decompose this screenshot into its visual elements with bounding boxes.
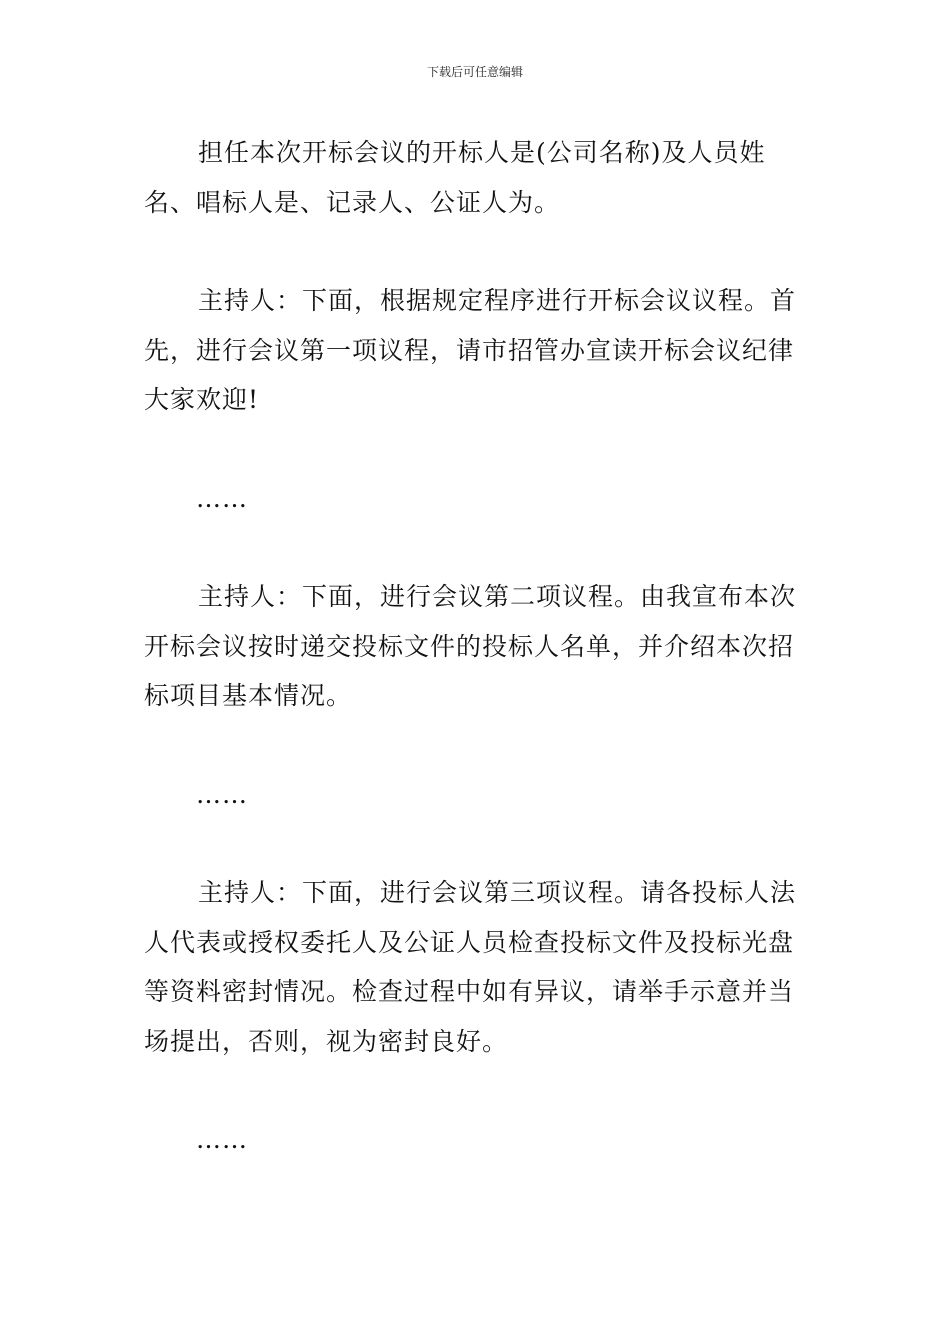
document-body (144, 128, 809, 1165)
paragraph-agenda-item-3: 主持人：下面，进行会议第三项议程。请各投标人法人代表或授权委托人及公证人员检查投标文件及投标光盘等资料密封情况。检查过程中如有异议，请举手示意并当场提出，否则，视为密封良好。 (144, 878, 797, 1056)
paragraph-agenda-item-1: 主持人：下面，根据规定程序进行开标会议议程。首先，进行会议第一项议程，请市招管办宣读开标会议纪律大家欢迎! (144, 286, 797, 414)
ellipsis-3: …… (196, 1125, 248, 1154)
paragraph-gap (144, 721, 809, 770)
header-note: 下载后可任意编辑 (426, 65, 523, 79)
paragraph-agenda-item-2: 主持人：下面，进行会议第二项议程。由我宣布本次开标会议按时递交投标文件的投标人名单，并介绍本次招标项目基本情况。 (144, 582, 797, 710)
paragraph-gap (144, 425, 809, 474)
paragraph-gap (144, 227, 809, 276)
ellipsis-1: …… (196, 483, 248, 513)
paragraph-gap (144, 523, 809, 572)
ellipsis-2: …… (196, 779, 248, 809)
paragraph-gap (144, 1066, 809, 1115)
paragraph-gap (144, 819, 809, 868)
paragraph-opening-personnel: 担任本次开标会议的开标人是(公司名称)及人员姓名、唱标人是、记录人、公证人为。 (144, 138, 766, 217)
